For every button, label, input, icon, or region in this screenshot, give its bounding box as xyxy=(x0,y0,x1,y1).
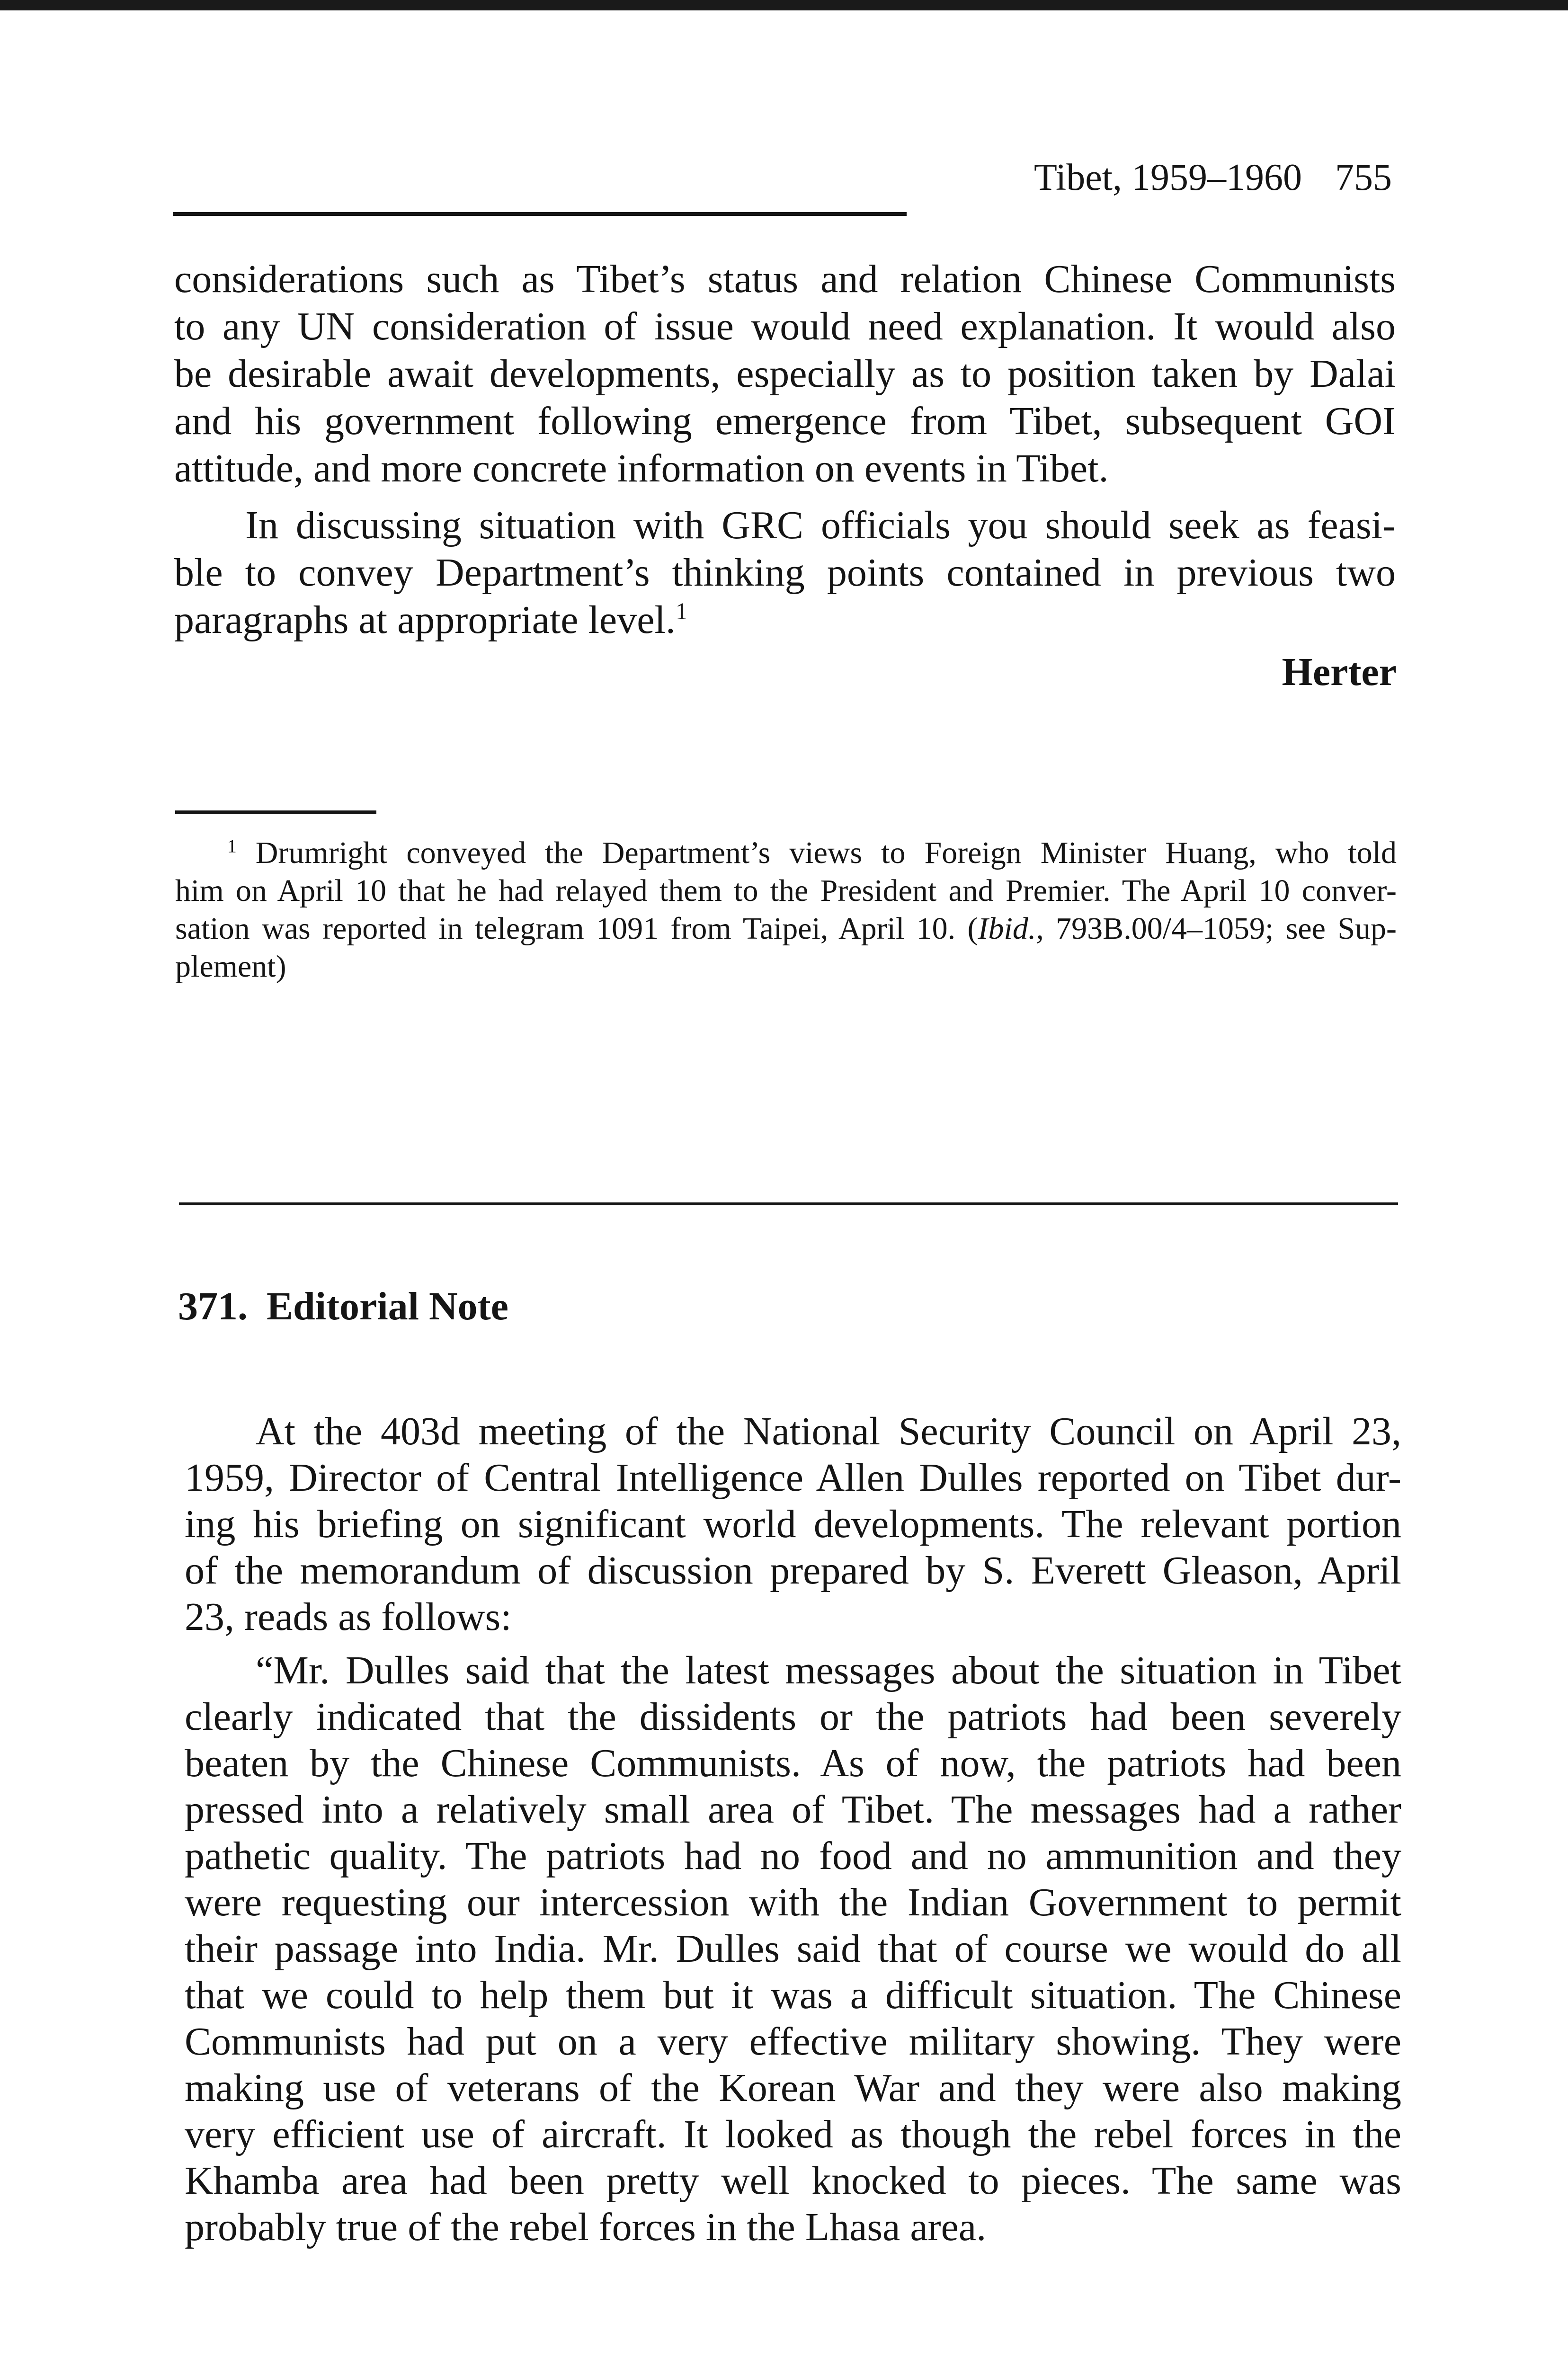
quote-line: pathetic quality. The patriots had no food and no ammunition and they xyxy=(185,1834,1401,1878)
scan-edge-bar xyxy=(0,0,1568,10)
editorial-line: of the memorandum of discussion prepared by S. Everett Gleason, April xyxy=(185,1548,1401,1593)
section-rule xyxy=(179,1202,1398,1205)
editorial-paragraph xyxy=(185,1408,1401,1640)
continued-paragraph xyxy=(174,256,1396,492)
quote-line: were requesting our intercession with the Indian Government to permit xyxy=(185,1880,1401,1924)
quote-line: Communists had put on a very effective military showing. They were xyxy=(185,2020,1401,2064)
quote-line: “Mr. Dulles said that the latest messages about the situation in Tibet xyxy=(256,1648,1401,1692)
footnote xyxy=(175,834,1397,986)
footnote-line: plement) xyxy=(175,949,286,984)
grc-paragraph xyxy=(174,502,1396,644)
footnote-ibid: Ibid. xyxy=(978,911,1036,946)
page-number: 755 xyxy=(1335,157,1392,198)
grc-line-text: paragraphs at appropriate level. xyxy=(174,598,676,642)
editorial-line: ing his briefing on significant world developments. The relevant portion xyxy=(185,1502,1401,1546)
section-number: 371. xyxy=(178,1284,248,1328)
footnote-line xyxy=(175,910,1397,948)
quote-line: that we could to help them but it was a difficult situation. The Chinese xyxy=(185,1973,1401,2017)
footnote-line: him on April 10 that he had relayed them to the President and Premier. The April 10 conver- xyxy=(175,873,1397,908)
footnote-reference: 1 xyxy=(675,598,688,624)
quote-line: clearly indicated that the dissidents or the patriots had been severely xyxy=(185,1695,1401,1739)
footnote-text: sation was reported in telegram 1091 from Taipei, April 10. ( xyxy=(175,911,978,946)
continued-line: and his government following emergence from Tibet, subsequent GOI xyxy=(174,399,1396,443)
running-head-title: Tibet, 1959–1960 xyxy=(1033,157,1302,198)
quote-line: pressed into a relatively small area of Tibet. The messages had a rather xyxy=(185,1788,1401,1832)
footnote-marker: 1 xyxy=(227,836,237,856)
quote-line: their passage into India. Mr. Dulles said that of course we would do all xyxy=(185,1927,1401,1971)
footnote-text: , 793B.00/4–1059; see Sup- xyxy=(1036,911,1397,946)
quote-line: Khamba area had been pretty well knocked to pieces. The same was xyxy=(185,2159,1401,2203)
editorial-line: 23, reads as follows: xyxy=(185,1595,512,1639)
continued-line: be desirable await developments, especially as to position taken by Dalai xyxy=(174,352,1396,396)
footnote-line xyxy=(175,834,1397,872)
grc-line: In discussing situation with GRC officials you should seek as feasi- xyxy=(245,503,1396,547)
section-title: Editorial Note xyxy=(267,1284,508,1328)
quote-line: making use of veterans of the Korean War and they were also making xyxy=(185,2066,1401,2110)
quote-line: beaten by the Chinese Communists. As of now, the patriots had been xyxy=(185,1741,1401,1785)
continued-line: to any UN consideration of issue would need explanation. It would also xyxy=(174,304,1396,348)
footnote-text: Drumright conveyed the Department’s views to Foreign Minister Huang, who told xyxy=(255,836,1397,870)
continued-line: attitude, and more concrete information on events in Tibet. xyxy=(174,446,1109,490)
footnote-rule xyxy=(175,810,376,814)
signature: Herter xyxy=(1282,650,1397,694)
grc-line: ble to convey Department’s thinking points contained in previous two xyxy=(174,551,1396,595)
quote-paragraph xyxy=(185,1647,1401,2251)
grc-line xyxy=(174,596,1396,644)
header-rule xyxy=(173,212,907,216)
running-head xyxy=(175,151,1392,204)
quote-line: very efficient use of aircraft. It looked as though the rebel forces in the xyxy=(185,2112,1401,2156)
editorial-line: 1959, Director of Central Intelligence Allen Dulles reported on Tibet dur- xyxy=(185,1456,1401,1500)
continued-line: considerations such as Tibet’s status and relation Chinese Communists xyxy=(174,257,1396,301)
editorial-line: At the 403d meeting of the National Security Council on April 23, xyxy=(256,1409,1401,1453)
quote-line: probably true of the rebel forces in the Lhasa area. xyxy=(185,2205,987,2249)
section-heading xyxy=(178,1283,508,1330)
